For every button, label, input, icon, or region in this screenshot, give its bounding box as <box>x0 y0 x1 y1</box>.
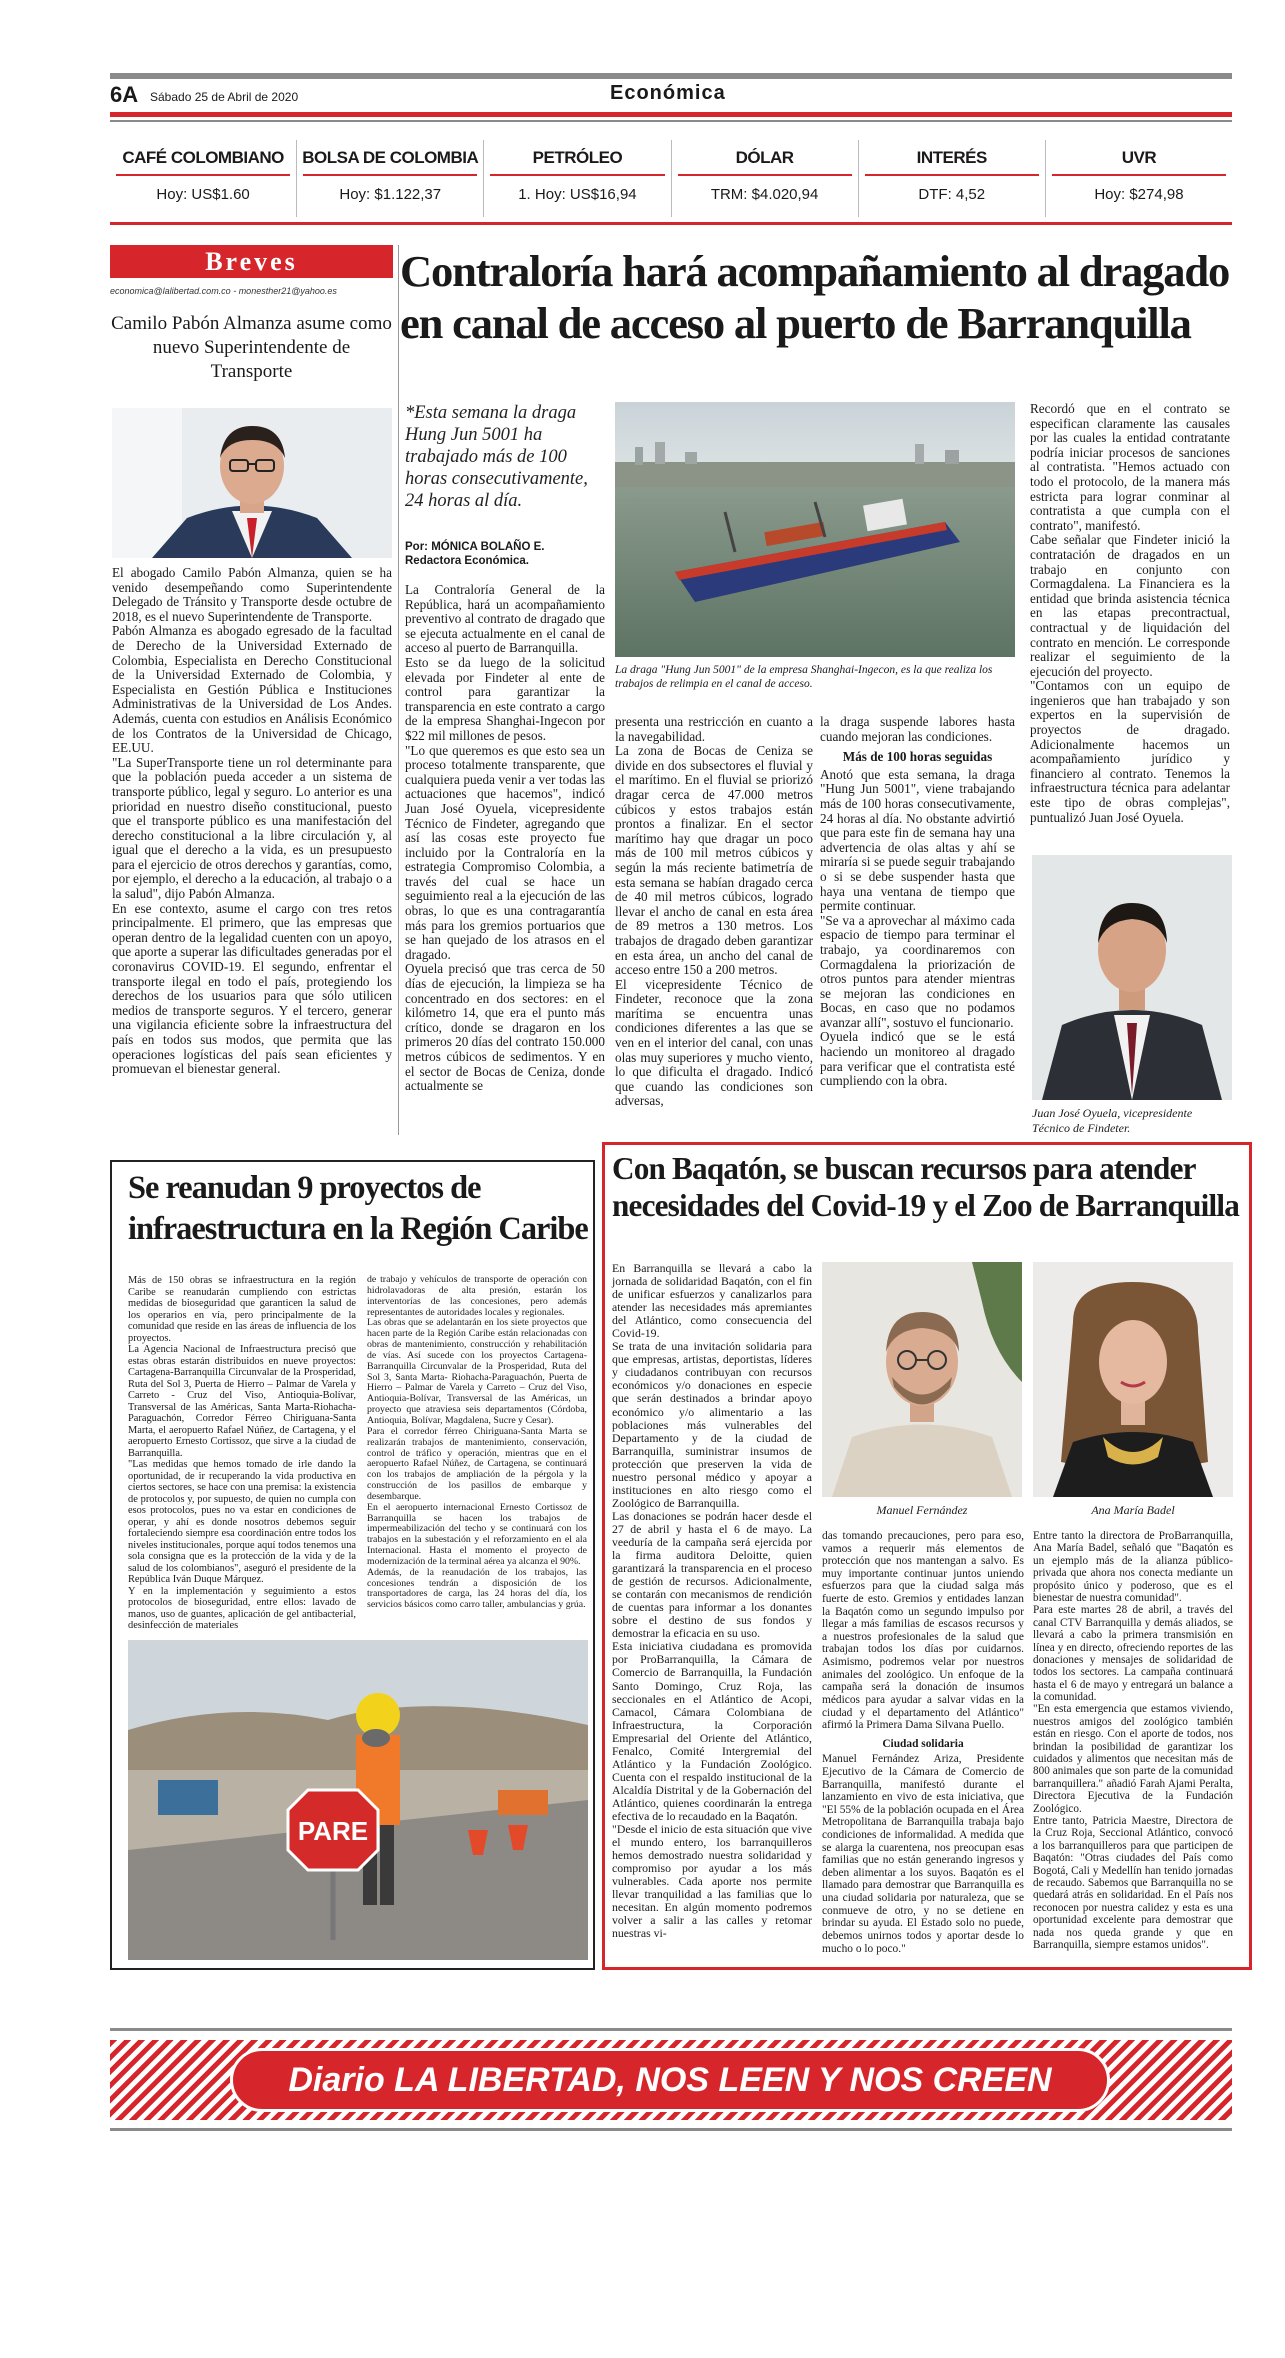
indicator-label: PETRÓLEO <box>532 148 623 167</box>
indicator-label: CAFÉ COLOMBIANO <box>122 148 284 167</box>
header-red-rule <box>110 112 1232 117</box>
baqaton-column-1: En Barranquilla se llevará a cabo la jornada de solidaridad Baqatón, con el fin de unificar esfuerzos y canalizarlos para atender las necesidades más apremiantes del Atlántico, como consecuencia del Covid-19. Se trata de una invitación solidaria para que empresas, artistas, deportistas, líderes y ciudadanos contribuyan con recursos económicos y/o donaciones en especie que serán destinados a brindar apoyo económico y/o alimentario a las poblaciones más vulnerables del Departamento y de la ciudad de Barranquilla, suministrar insumos de protección que preserven la vida de nuestro personal médico y apoyar a instituciones en alto riesgo como el Zoológico de Barranquilla. Las donaciones se podrán hacer desde el 27 de abril y hasta el 6 de mayo. La veeduría de la campaña será ejercida por la firma auditora Deloitte, quien garantizará la transparencia en el proceso de gestión de recursos. Adicionalmente, se contarán con mecanismos de rendición de cuentas para informar a los donantes sobre el destino de sus fondos y demostrar la eficacia en su uso. Esta iniciativa ciudadana es promovida por ProBarranquilla, la Cámara de Comercio de Barranquilla, la Fundación Santo Domingo, Cruz Roja, las seccionales en el Atlántico de Acopi, Camacol, Cámara Colombiana de Infraestructura, la Corporación Empresarial del Oriente del Atlántico, Fenalco, Comité Intergremial del Atlántico y la Fundación Zoológico. Cuenta con el respaldo institucional de la Alcaldía Distrital y de la Gobernación del Atlántico, quienes coordinarán la entrega efectiva de lo recaudado en la Baqatón. "Desde el inicio de esta situación que vive el mundo entero, los barranquilleros hemos demostrado nuestra solidaridad y compromiso por ayudar a los más vulnerables. Cada aporte nos permite llevar tranquilidad a las familias que lo necesitan. En algún momento podremos volver a salir a las calles y retomar nuestras vi- <box>612 1261 812 1941</box>
indicator-petroleo <box>484 140 671 217</box>
portrait-illustration <box>1032 855 1232 1100</box>
indicator-value: Hoy: $1.122,37 <box>339 186 442 203</box>
dredge-caption: La draga "Hung Jun 5001" de la empresa Shanghai-Ingecon, es la que realiza los trabajos de relimpia en el canal de acceso. <box>615 664 993 690</box>
road-works-illustration <box>128 1640 588 1960</box>
photo-manuel-fernandez <box>822 1262 1022 1497</box>
portrait-illustration <box>112 408 392 558</box>
page-date: Sábado 25 de Abril de 2020 <box>150 90 299 104</box>
baqaton-column-2 <box>822 1530 1024 1955</box>
photo-road-worker <box>128 1640 588 1960</box>
breves-label: Breves <box>110 245 393 278</box>
indicator-uvr <box>1046 140 1232 217</box>
economic-indicators <box>110 140 1232 217</box>
manuel-caption: Manuel Fernández <box>876 1503 968 1517</box>
indicator-interes <box>859 140 1046 217</box>
oyuela-caption: Juan José Oyuela, vicepresidente Técnico de Findeter. <box>1032 1106 1193 1135</box>
indicator-value: Hoy: US$1.60 <box>156 186 250 203</box>
dredge-illustration <box>615 402 1015 657</box>
indicator-bolsa <box>297 140 484 217</box>
column-divider <box>398 245 399 1135</box>
baqaton-headline: Con Baqatón, se buscan recursos para atender necesidades del Covid-19 y el Zoo de Barranquilla <box>612 1151 1240 1224</box>
indicator-label: UVR <box>1121 148 1157 167</box>
main-byline: Por: MÓNICA BOLAÑO E. Redactora Económica. <box>405 541 545 567</box>
main-lead: *Esta semana la draga Hung Jun 5001 ha trabajado más de 100 horas consecutivamente, 24 horas al día. <box>405 403 588 511</box>
projects-column-1: Más de 150 obras se infraestructura en la región Caribe se reanudarán cumpliendo con estrictas medidas de bioseguridad que garanticen la salud de los operarios en vía, pero principalmente de la comunidad que reside en las áreas de influencia de los proyectos. La Agencia Nacional de Infraestructura precisó que estas obras estarán distribuidos en nueve proyectos: Cartagena-Barranquilla Circunvalar de la Prosperidad, Ruta del Sol 3, Puerta de Hierro – Palmar de Varela y Carreto - Cruz del Viso, Antioquia-Bolívar, Transversal de las Américas, Santa Marta-Riohacha-Paraguachón, Corredor Férreo Chiriguana-Santa Marta, el aeropuerto Rafael Núñez, de Cartagena, y el aeropuerto Ernesto Cortissoz, que sirve a la ciudad de Barranquilla. "Las medidas que hemos tomado de irle dando la oportunidad, de ir recuperando la vida productiva en ciertos sectores, se hace con una premisa: la existencia de protocolos y, por supuesto, de quien no cumpla con esos protocolos, pues no va estar en condiciones de operar, y ahí es donde nosotros debemos seguir fortaleciendo siempre esa coordinación entre todos los niveles institucionales, porque aquí todos tenemos una sola consigna que es la protección de la vida y de la salud de los colombianos", aseguró el presidente de la República Iván Duque Márquez. Y en la implementación y seguimiento a estos protocolos de bioseguridad, entre ellos: lavado de manos, uso de guantes, aplicación de gel antibacterial, desinfección de materiales <box>128 1275 356 1631</box>
photo-camilo-pabon <box>112 408 392 558</box>
indicator-value: 1. Hoy: US$16,94 <box>518 186 637 203</box>
photo-ana-maria-badel <box>1033 1262 1233 1497</box>
indicator-divider <box>116 174 290 176</box>
header-gray-rule <box>110 120 1232 122</box>
breves-emails: economica@lalibertad.com.co - monesther21@yahoo.es <box>110 286 337 296</box>
indicator-divider <box>678 174 852 176</box>
photo-juan-jose-oyuela <box>1032 855 1232 1100</box>
portrait-illustration <box>1033 1262 1233 1497</box>
main-column-4: Recordó que en el contrato se especifican claramente las causales por las cuales la entidad contratante podría iniciar procesos de sanciones al contratista. "Hemos actuado con todo el protocolo, de la manera más estricta para lograr conminar al contratista a que cumpla con el contrato", manifestó. Cabe señalar que Findeter inició la contratación de dragados en un trabajo en conjunto con Cormagdalena. La Financiera es la entidad que brinda asistencia técnica en las etapas precontractual, contractual y de liquidación del contrato en mención. Le corresponde realizar el seguimiento de la ejecución del proyecto. "Contamos con un equipo de ingenieros que han trabajado y son expertos en la supervisión de proyectos de dragado. Adicionalmente hacemos un acompañamiento jurídico y financiero al contrato. Tenemos la infraestructura técnica para adelantar este tipo de obras complejas", puntualizó Juan José Oyuela. <box>1030 401 1230 825</box>
baqaton-column-2-body-b: Manuel Fernández Ariza, Presidente Ejecutivo de la Cámara de Comercio de Barranquilla, manifestó durante el lanzamiento en vivo de esta iniciativa, que "El 55% de la población ocupada en el Área Metropolitana de Barranquilla trabaja bajo condiciones de informalidad. A medida que se alarga la cuarentena, nos preocupan esas familias que no están generando ingresos y deben alimentar a los suyos. Baqatón es el llamado para demostrar que Barranquilla es una ciudad solidaria por naturaleza, que se conmueve de otro, y no se detiene en brindar su ayuda. El Estado solo no puede, debemos unirnos todos y aportar desde lo mucho o lo poco." <box>822 1753 1024 1955</box>
portrait-illustration <box>822 1262 1022 1497</box>
baqaton-subhead: Ciudad solidaria <box>882 1737 964 1750</box>
section-name: Económica <box>610 82 726 104</box>
header-top-rule <box>110 73 1232 79</box>
projects-column-2: de trabajo y vehículos de transporte de operación con hidrolavadoras de alta presión, estarán los interventorías de las concesiones, pero además representantes de autoridades locales y regionales. Las obras que se adelantarán en los siete proyectos que hacen parte de la Región Caribe están relacionadas con obras de mantenimiento, construcción y rehabilitación de vías. Así sucede con los proyectos Cartagena-Barranquilla Circunvalar de la Prosperidad, Ruta del Sol 3, Santa Marta- Riohacha-Paraguachón, Puerta de Hierro – Palmar de Varela y Carreto – Cruz del Viso, Antioquia-Bolívar, Transversal de las Américas, un proyecto que atraviesa seis departamentos (Córdoba, Antioquia, Bolívar, Magdalena, Sucre y Cesar). Para el corredor férreo Chiriguana-Santa Marta se realizarán trabajos de mantenimiento, conservación, control de tráfico y operación, mientras que en el aeropuerto Rafael Núñez, de Cartagena, se continuará con los trabajos de ampliación de la pérgola y la construcción de los pasillos de embarque y desembarque. En el aeropuerto internacional Ernesto Cortissoz de Barranquilla se hacen los trabajos de impermeabilización del techo y se continuará con los trabajos en la subestación y el reforzamiento en el ala Internacional. Hasta el momento el proyecto de modernización de la terminal aérea ya alcanza el 90%. Además, de la reanudación de los trabajos, las concesiones tendrán a disposición de los transportadores de carga, las 24 horas del día, los servicios básicos como carro taller, ambulancias y grúa. <box>367 1274 587 1611</box>
projects-headline: Se reanudan 9 proyectos de infraestructura en la Región Caribe <box>128 1170 588 1247</box>
main-column-3 <box>820 715 1015 1089</box>
footer-bottom-rule <box>110 2128 1232 2131</box>
indicator-label: DÓLAR <box>735 148 794 167</box>
main-column-3-body: Anotó que esta semana, la draga "Hung Jun 5001", viene trabajando más de 100 horas consecutivamente, 24 horas al día. No obstante advirtió que para este fin de semana hay una advertencia de olas altas y ahí se miraría si se puede seguir trabajando o si se debe suspender hasta que haya una ventana de tiempo que permite continuar. "Se va a aprovechar al máximo cada espacio de tiempo para terminar el trabajo, ya coordinaremos con Cormagdalena la priorización de otros puntos para atender mientras se mejoran las condiciones en Bocas, en caso que no podamos avanzar allí", sostuvo el funcionario. Oyuela indicó que se le está haciendo un monitoreo al dragado para verificar que el contratista esté cumpliendo con la obra. <box>820 766 1015 1089</box>
main-column-2: presenta una restricción en cuanto a la navegabilidad. La zona de Bocas de Ceniza se divide en dos subsectores el fluvial y el marítimo. En el fluvial se priorizó dragar cerca de 47.000 metros cúbicos y estos trabajos están prontos a finalizar. En el sector marítimo hay que dragar un poco más de 100 mil metros cúbicos y según la más reciente batimetría de esta semana se habían dragado cerca de 40 mil metros cúbicos, logrado llevar el ancho de canal en esta área de 89 metros a 130 metros. Los trabajos de dragado deben garantizar en esta área, un ancho del canal de acceso entre 150 a 200 metros. El vicepresidente Técnico de Findeter, reconoce que la zona marítima se encuentra unas condiciones diferentes a las que se ven en el interior del canal, con unas olas muy superiores y mucho viento, lo que dificulta el dragado. Indicó que cuando las condiciones son adversas, <box>615 714 813 1109</box>
ana-caption: Ana María Badel <box>1091 1503 1175 1517</box>
indicator-value: DTF: 4,52 <box>918 186 986 203</box>
breves-title: Camilo Pabón Almanza asume como nuevo Superintendente de Transporte <box>111 313 392 382</box>
indicator-label: INTERÉS <box>916 148 987 167</box>
indicator-divider <box>1052 174 1226 176</box>
main-column-1: La Contraloría General de la República, hará un acompañamiento preventivo al contrato de dragado que se ejecuta actualmente en el canal de acceso al puerto de Barranquilla. Esto se da luego de la solicitud elevada por Findeter al ente de control para garantizar la transparencia en este contrato a cargo de la empresa Shanghai-Ingecon por $22 mil millones de pesos. "Lo que queremos es que esto sea un proceso totalmente transparente, que cualquiera pueda venir a ver todas las actuaciones que hacemos", indicó Juan José Oyuela, vicepresidente Técnico de Findeter, agregando que así las cosas este proyecto fue incluido por la Contraloría en la estrategia Compromiso Colombia, a través del cual se hace un seguimiento real a la ejecución de las obras, lo que es una contragarantía más para los gremios portuarios que se han quejado de los atrasos en el dragado. Oyuela precisó que tras cerca de 50 días de ejecución, la limpieza se ha concentrado en dos sectores: en el kilómetro 14, que era el punto más crítico, donde se dragaron en los primeros 20 días del contrato 150.000 metros cúbicos de sedimentos. Y en el sector de Bocas de Ceniza, donde actualmente se <box>405 582 605 1094</box>
indicator-label: BOLSA DE COLOMBIA <box>302 148 479 167</box>
main-headline: Contraloría hará acompañamiento al dragado en canal de acceso al puerto de Barranquilla <box>400 246 1230 349</box>
pare-sign-text: PARE <box>297 1816 369 1846</box>
main-subhead: Más de 100 horas seguidas <box>842 749 993 765</box>
indicator-dolar <box>672 140 859 217</box>
breves-body: El abogado Camilo Pabón Almanza, quien se ha venido desempeñando como Superintendente Delegado de Tránsito y Transporte desde octubre de 2018, es el nuevo Superintendente de Transporte. Pabón Almanza es abogado egresado de la facultad de Derecho de la Universidad Externado de Colombia, Especialista en Derecho Constitucional de la Universidad Externado de Colombia, y Especialista en Gestión Pública e Instituciones Administrativas de la Universidad de Los Andes. Además, cuenta con estudios en Análisis Económico de los Contratos de la Universidad de Chicago, EE.UU. "La SuperTransporte tiene un rol determinante para que la población pueda acceder a un sistema de transporte público, legal y seguro. Lo anterior es una prioridad en nuestro diseño constitucional, puesto que el transporte público es una manifestación del derecho constitucional a la libre circulación y, al igual que el derecho a la vida, es un presupuesto para el ejercicio de otros derechos y garantías, como, por ejemplo, el derecho a la educación, al trabajo o a la salud", dijo Pabón Almanza. En ese contexto, asume el cargo con tres retos principalmente. El primero, que las empresas que operan dentro de la legalidad cuenten con un apoyo, que aporte a superar las dificultades generadas por el coronavirus COVID-19. El segundo, enfrentar el transporte ilegal en todo el país, protegiendo los derechos de los usuarios para que sólo utilicen medios de transporte seguros. Y el tercero, generar una vigilancia eficiente sobre la infraestructura del país en todos sus modos, que permita que las operaciones logísticas del país sean eficientes y promuevan el bienestar general. <box>112 565 392 1077</box>
indicator-value: TRM: $4.020,94 <box>710 186 819 203</box>
indicator-cafe <box>110 140 297 217</box>
indicator-divider <box>303 174 477 176</box>
baqaton-column-2-body: das tomando precauciones, pero para eso, vamos a requerir más elementos de protección que nos mantengan a salvo. Es muy importante continuar juntos uniendo esfuerzos para que la ciudad salga más fuerte de esto. Gremios y entidades lanzan la Baqatón como un segundo impulso por llegar a más familias de escasos recursos y a nuestros profesionales de la salud que trabajan todos los días por cuidarnos. Asimismo, podremos velar por nuestros animales del zoológico. Un enfoque de la campaña será la donación de insumos médicos para ayudar a salvar vidas en la ciudad y el departamento del Atlántico" afirmó la Primera Dama Silvana Puello. <box>822 1530 1024 1732</box>
baqaton-column-3: Entre tanto la directora de ProBarranquilla, Ana María Badel, señaló que "Baqatón es un ejemplo más de la alianza público-privada que ahora nos conecta mediante un propósito único y poderoso, que es el bienestar de nuestra comunidad". Para este martes 28 de abril, a través del canal CTV Barranquilla y demás aliados, se llevará a cabo la primera transmisión en línea y en directo, ofreciendo reportes de las donaciones y mensajes de solidaridad de todos los sectores. La campaña continuará hasta el 6 de mayo y entregará un balance a la comunidad. "En esta emergencia que estamos viviendo, nuestros amigos del zoológico también están en riesgo. Con el aporte de todos, nos brindan la posibilidad de garantizar los cuidados y alimentos que necesitan más de 800 animales que son parte de la comunidad barranquillera." añadió Farah Ajami Peralta, Directora Ejecutiva de la Fundación Zoológico. Entre tanto, Patricia Maestre, Directora de la Cruz Roja, Seccional Atlántico, convocó a los barranquilleros para que participen de Baqatón: "Otras ciudades del País como Bogotá, Cali y Medellín han tenido jornadas de recaudo. Sabemos que Barranquilla no se quedará atrás en solidaridad. En el País nos reconocen por nuestra calidez y esta es una oportunidad excelente para demostrar que nada nos queda grande y que en Barranquilla, siempre estamos unidos". <box>1033 1530 1233 1951</box>
photo-dredge <box>615 402 1015 657</box>
footer-top-rule <box>110 2028 1232 2031</box>
page-number: 6A <box>110 82 139 107</box>
indicators-bottom-rule <box>110 222 1232 225</box>
main-column-3-intro: la draga suspende labores hasta cuando mejoran las condiciones. <box>820 714 1015 744</box>
indicator-divider <box>865 174 1039 176</box>
footer-slogan: Diario LA LIBERTAD, NOS LEEN Y NOS CREEN <box>230 2048 1110 2112</box>
indicator-divider <box>490 174 664 176</box>
indicator-value: Hoy: $274,98 <box>1094 186 1184 203</box>
